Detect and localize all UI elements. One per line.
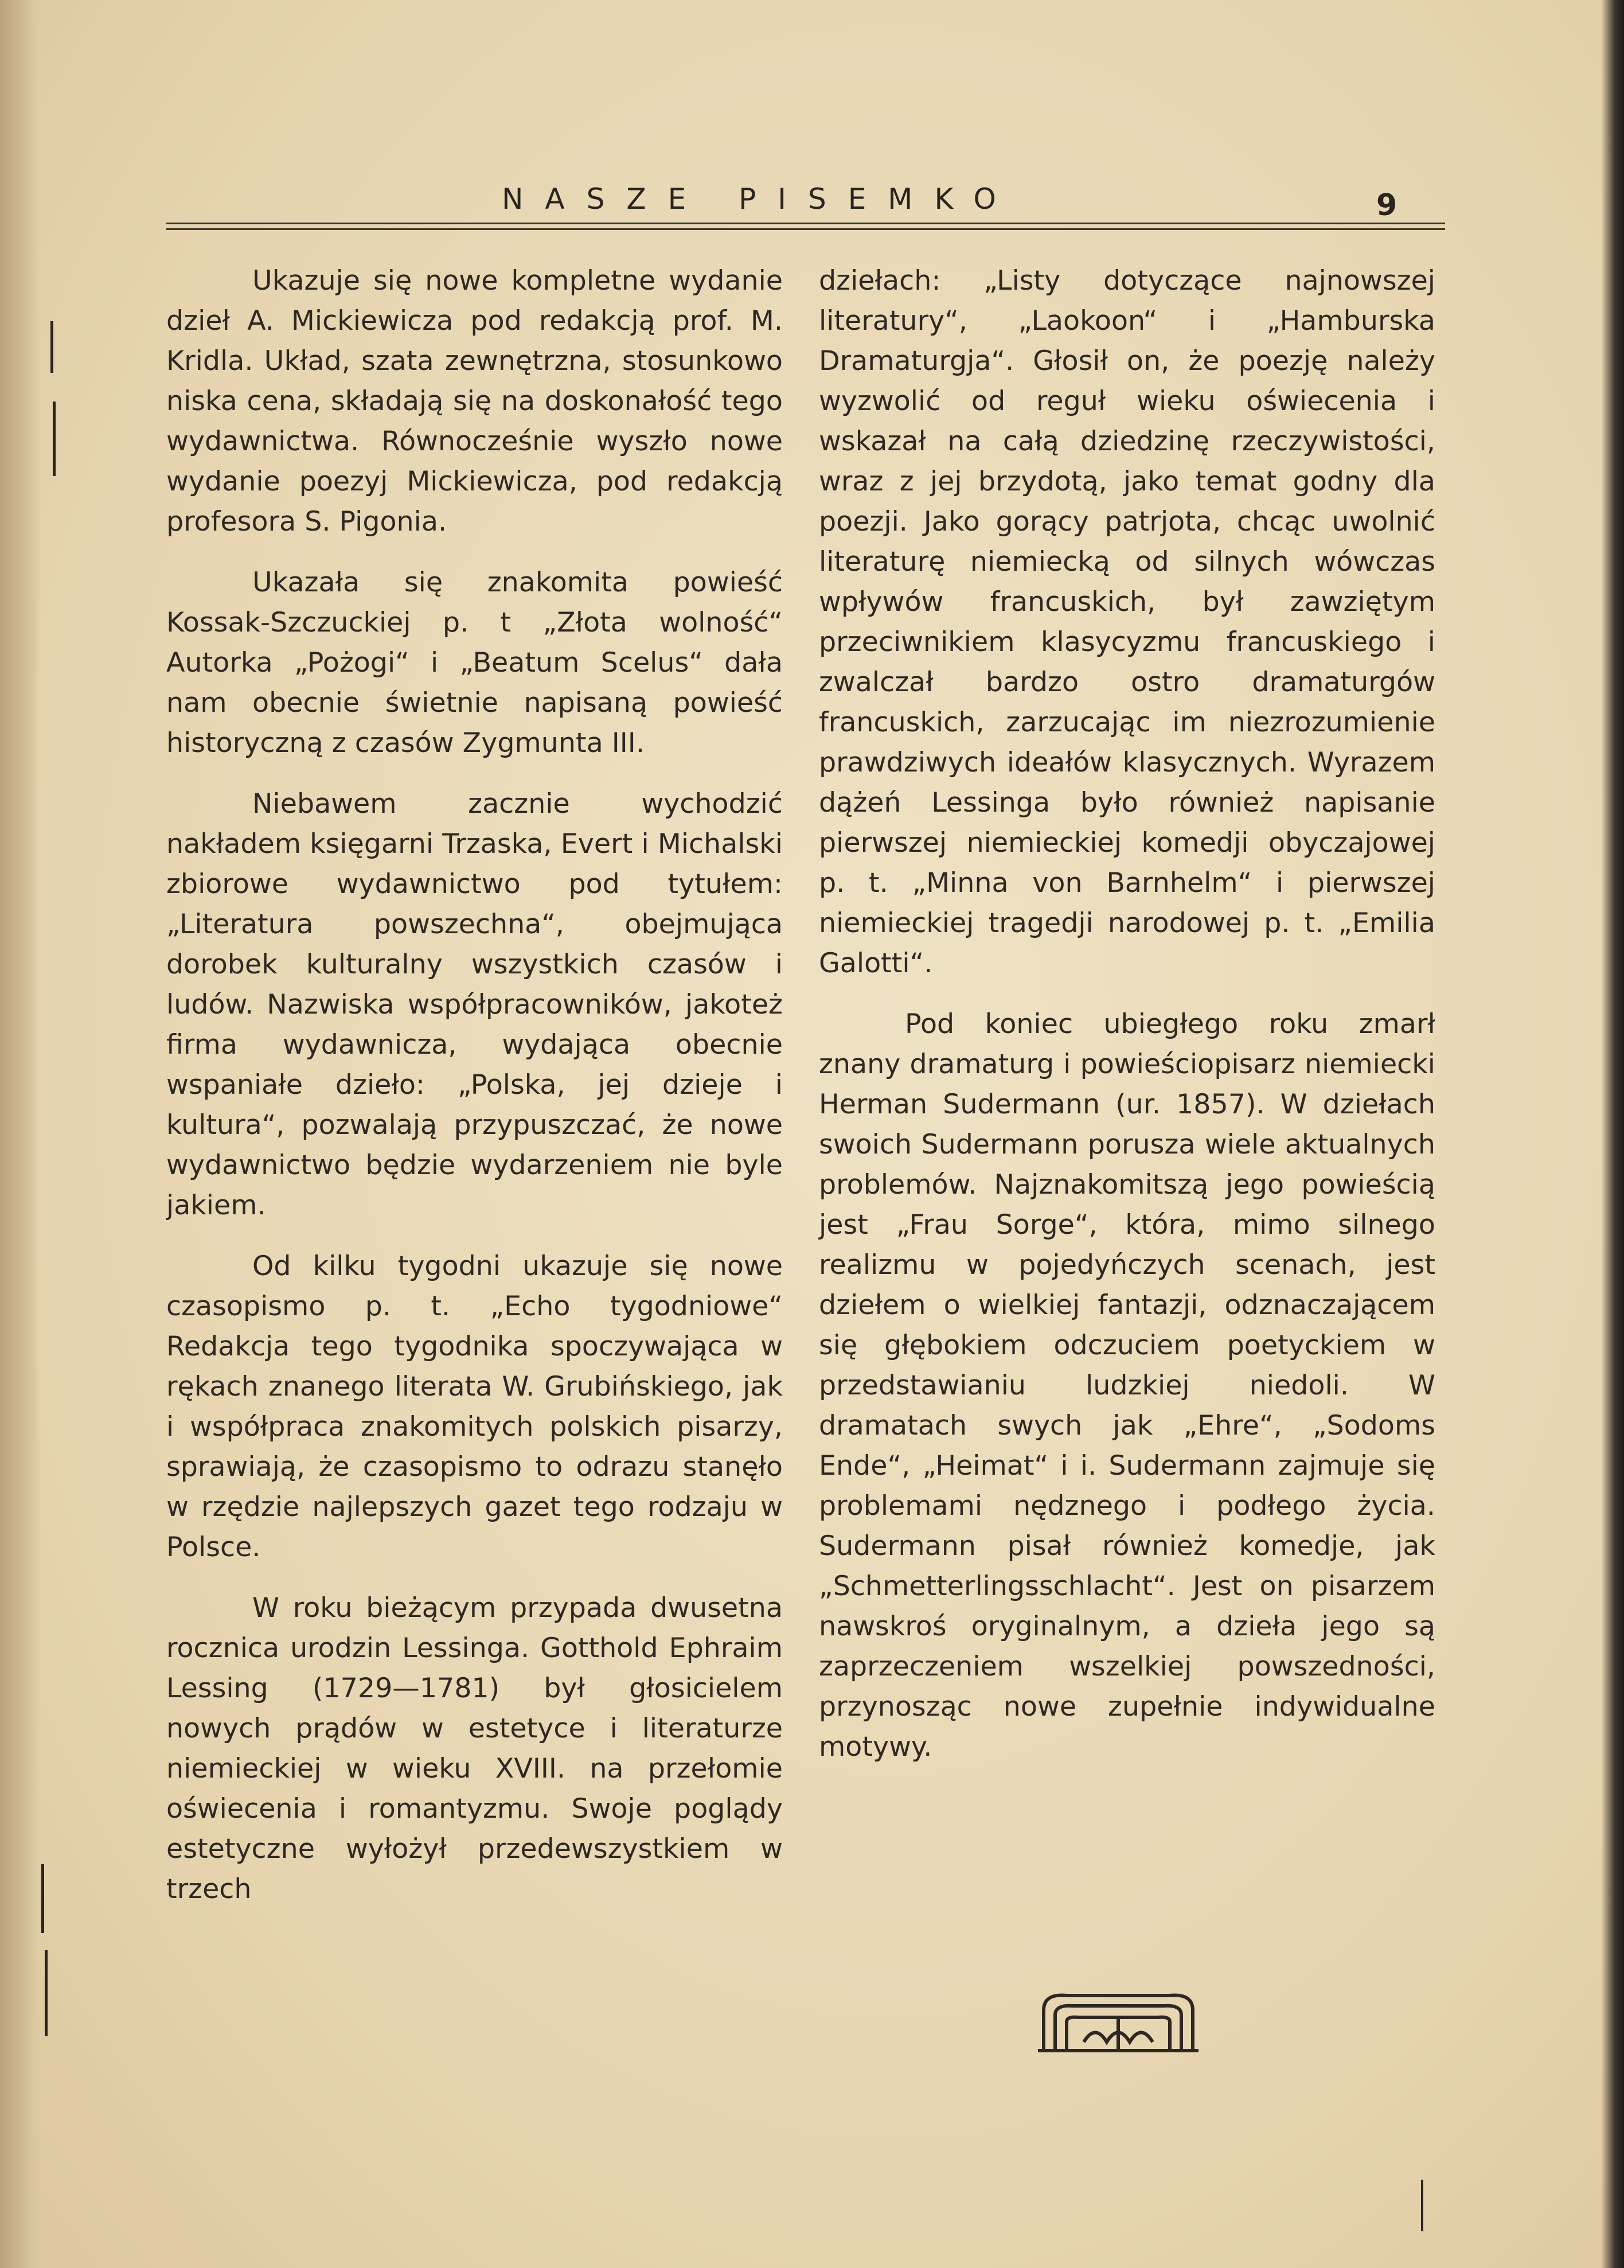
binding-edge <box>0 0 40 2268</box>
margin-mark <box>53 402 56 476</box>
running-header <box>166 178 1445 241</box>
paragraph: Od kilku tygodni ukazuje się nowe czasopismo p. t. „Echo tygodniowe“ Redakcja tego tygodnika spoczywająca w rękach znanego literata W. Grubińskiego, jak i współpraca znakomitych polskich pisarzy, sprawiają, że czasopismo to odrazu stanęło w rzędzie najlepszych gazet tego rodzaju w Polsce. <box>166 1250 783 1563</box>
page-number: 9 <box>1376 188 1397 223</box>
left-column <box>166 261 783 1930</box>
page-right-edge <box>1601 0 1624 2268</box>
margin-mark <box>1421 2180 1423 2231</box>
margin-mark <box>41 1864 44 1933</box>
paragraph: Ukazuje się nowe kompletne wydanie dzieł A. Mickiewicza pod redakcją prof. M. Kridla. Układ, szata zewnętrzna, stosunkowo niska cena, składają się na doskonałość tego wydawnictwa. Równocześnie wyszło nowe wydanie poezyj Mickiewicza, pod redakcją profesora S. Pigonia. <box>166 265 783 537</box>
margin-mark <box>45 1950 48 2036</box>
header-rule <box>166 228 1445 230</box>
paragraph: Pod koniec ubiegłego roku zmarł znany dramaturg i powieściopisarz niemiecki Herman Sudermann (ur. 1857). W dziełach swoich Sudermann porusza wiele aktualnych problemów. Najznakomitszą jego powieścią jest „Frau Sorge“, która, mimo silnego realizmu w pojedyńczych scenach, jest dziełem o wielkiej fantazji, odznaczającem się głębokiem odczuciem poetyckiem w przedstawianiu ludzkiej niedoli. W dramatach swych jak „Ehre“, „Sodoms Ende“, „Heimat“ i i. Sudermann zajmuje się problemami nędznego i podłego życia. Sudermann pisał również komedje, jak „Schmetterlingsschlacht“. Jest on pisarzem nawskroś oryginalnym, a dzieła jego są zaprzeczeniem wszelkiej powszedności, przynosząc nowe zupełnie indywidualne motywy. <box>819 1008 1435 1763</box>
paragraph: dziełach: „Listy dotyczące najnowszej literatury“, „Laokoon“ i „Hamburska Dramaturgja“. Głosił on, że poezję należy wyzwolić od reguł wieku oświecenia i wskazał na całą dziedzinę rzeczywistości, wraz z jej brzydotą, jako temat godny dla poezji. Jako gorący patrjota, chcąc uwolnić literaturę niemiecką od silnych wówczas wpływów francuskich, był zawziętym przeciwnikiem klasycyzmu francuskiego i zwalczał bardzo ostro dramaturgów francuskich, zarzucając im niezrozumienie prawdziwych ideałów klasycznych. Wyrazem dążeń Lessinga było również napisanie pierwszej niemieckiej komedji obyczajowej p. t. „Minna von Barnhelm“ i pierwszej niemieckiej tragedji narodowej p. t. „Emilia Galotti“. <box>819 265 1435 979</box>
paragraph: W roku bieżącym przypada dwusetna rocznica urodzin Lessinga. Gotthold Ephraim Lessing (1729—1781) był głosicielem nowych prądów w estetyce i literaturze niemieckiej w wieku XVIII. na przełomie oświecenia i romantyzmu. Swoje poglądy estetyczne wyłożył przedewszystkiem w trzech <box>166 1592 783 1905</box>
margin-mark <box>50 321 53 373</box>
right-column <box>819 261 1435 1788</box>
header-rule <box>166 223 1445 224</box>
journal-title: NASZE PISEMKO <box>502 182 1018 216</box>
paragraph: Niebawem zacznie wychodzić nakładem księgarni Trzaska, Evert i Michalski zbiorowe wydawnictwo pod tytułem: „Literatura powszechna“, obejmująca dorobek kulturalny wszystkich czasów i ludów. Nazwiska współpracowników, jakoteż firma wydawnicza, wydająca obecnie wspaniałe dzieło: „Polska, jej dzieje i kultura“, pozwalają przypuszczać, że nowe wydawnictwo będzie wydarzeniem nie byle jakiem. <box>166 788 783 1221</box>
ornament-vignette-icon <box>1032 1988 1204 2062</box>
paragraph: Ukazała się znakomita powieść Kossak-Szczuckiej p. t „Złota wolność“ Autorka „Pożogi“ i „Beatum Scelus“ dała nam obecnie świetnie napisaną powieść historyczną z czasów Zygmunta III. <box>166 567 783 759</box>
